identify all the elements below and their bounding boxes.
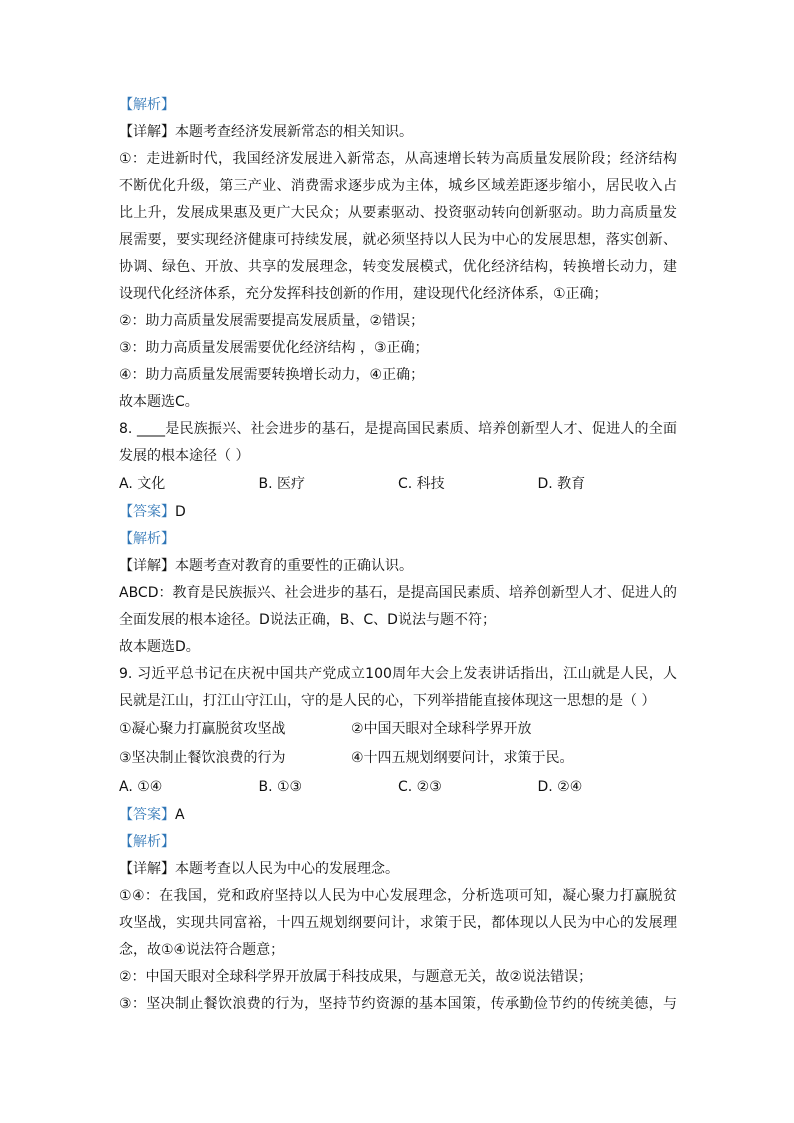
item-3: ③坚决制止餐饮浪费的行为 [119, 750, 286, 766]
question-9-items-row [119, 744, 677, 773]
item-4: ④十四五规划纲要问计，求策于民。 [351, 750, 574, 766]
detail-line: ①④：在我国，党和政府坚持以人民为中心发展理念，分析选项可知，凝心聚力打赢脱贫 [119, 888, 677, 904]
detail-line: 【详解】本题考查经济发展新常态的相关知识。 [119, 124, 413, 140]
question-9-items-row [119, 715, 677, 744]
detail-line: 展需要，要实现经济健康可持续发展，就必须坚持以人民为中心的发展思想，落实创新、 [119, 232, 677, 248]
answer-value: A [175, 807, 185, 823]
option-d: D. 教育 [537, 476, 586, 492]
detail-line: ④：助力高质量发展需要转换增长动力，④正确； [119, 367, 425, 383]
option-a: A. 文化 [119, 476, 166, 492]
question-9-stem: 9. 习近平总书记在庆祝中国共产党成立100周年大会上发表讲话指出，江山就是人民，人 [119, 666, 677, 682]
detail-line: 【详解】本题考查以人民为中心的发展理念。 [119, 861, 399, 877]
answer-line [119, 802, 677, 829]
item-2: ②中国天眼对全球科学界开放 [351, 721, 532, 737]
analysis-tag: 【解析】 [119, 834, 175, 850]
question-8-stem: 发展的根本途径（ ） [119, 448, 250, 464]
question-9-stem: 民就是江山，打江山守江山，守的是人民的心，下列举措能直接体现这一思想的是（ ） [119, 693, 656, 709]
detail-line: ②：中国天眼对全球科学界开放属于科技成果，与题意无关，故②说法错误； [119, 969, 593, 985]
conclusion-line: 故本题选D。 [119, 639, 200, 655]
detail-line: ③：坚决制止餐饮浪费的行为，坚持节约资源的基本国策，传承勤俭节约的传统美德，与 [119, 996, 677, 1012]
detail-line: 念，故①④说法符合题意； [119, 942, 285, 958]
answer-tag: 【答案】 [119, 504, 175, 520]
detail-line: 不断优化升级，第三产业、消费需求逐步成为主体，城乡区域差距逐步缩小，居民收入占 [119, 178, 677, 194]
item-1: ①凝心聚力打赢脱贫攻坚战 [119, 721, 286, 737]
detail-line: ③：助力高质量发展需要优化经济结构 ，③正确； [119, 340, 429, 356]
detail-line: 【详解】本题考查对教育的重要性的正确认识。 [119, 558, 413, 574]
detail-line: ①：走进新时代，我国经济发展进入新常态，从高速增长转为高质量发展阶段；经济结构 [119, 151, 677, 167]
detail-line: 协调、绿色、开放、共享的发展理念，转变发展模式，优化经济结构，转换增长动力，建 [119, 259, 677, 275]
detail-line: 设现代化经济体系，充分发挥科技创新的作用，建设现代化经济体系，①正确； [119, 286, 608, 302]
detail-line: 全面发展的根本途径。D说法正确，B、C、D说法与题不符； [119, 612, 496, 628]
analysis-tag: 【解析】 [119, 97, 175, 113]
detail-line: 攻坚战，实现共同富裕，十四五规划纲要问计，求策于民，都体现以人民为中心的发展理 [119, 915, 677, 931]
option-d: D. ②④ [537, 779, 583, 795]
option-b: B. 医疗 [258, 476, 306, 492]
question-8-options [119, 470, 677, 499]
answer-line [119, 499, 677, 526]
answer-value: D [175, 504, 186, 520]
option-b: B. ①③ [258, 779, 303, 795]
conclusion-line: 故本题选C。 [119, 394, 199, 410]
option-c: C. ②③ [398, 779, 442, 795]
answer-tag: 【答案】 [119, 807, 175, 823]
analysis-tag: 【解析】 [119, 531, 175, 547]
question-8-stem: 8. ____是民族振兴、社会进步的基石，是提高国民素质、培养创新型人才、促进人的全面 [119, 421, 677, 437]
document-page [119, 92, 677, 1018]
detail-line: ABCD：教育是民族振兴、社会进步的基石，是提高国民素质、培养创新型人才、促进人的 [119, 585, 677, 601]
detail-line: ②：助力高质量发展需要提高发展质量，②错误； [119, 313, 425, 329]
question-9-options [119, 773, 677, 802]
detail-line: 比上升，发展成果惠及更广大民众；从要素驱动、投资驱动转向创新驱动。助力高质量发 [119, 205, 677, 221]
option-a: A. ①④ [119, 779, 163, 795]
option-c: C. 科技 [398, 476, 445, 492]
